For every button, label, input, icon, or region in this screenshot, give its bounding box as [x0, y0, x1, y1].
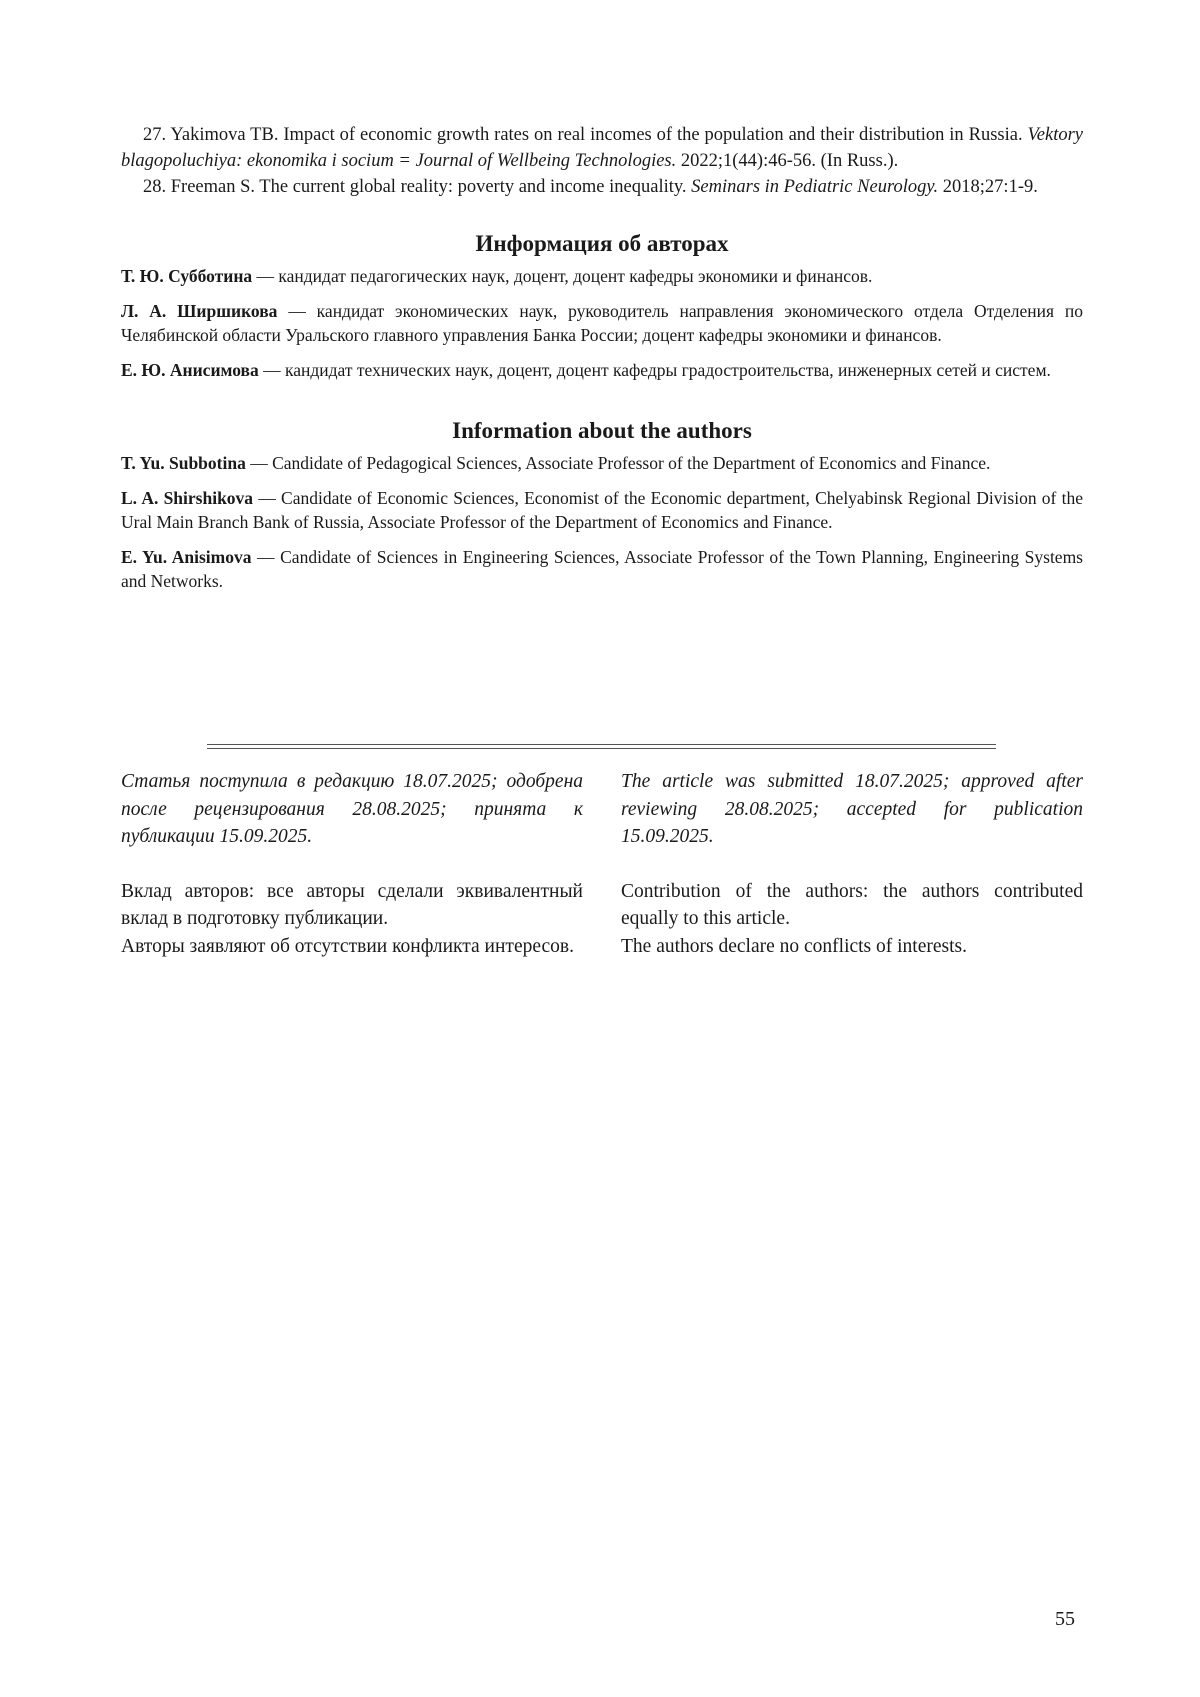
contribution-en: Contribution of the authors: the authors contributed equally to this article. [621, 880, 1083, 929]
reference-27 [121, 122, 1083, 174]
reference-details: 2022;1(44):46-56. (In Russ.). [680, 151, 899, 171]
page-body [121, 122, 1083, 604]
double-divider [207, 744, 996, 749]
author-name: Т. Ю. Субботина [121, 266, 253, 286]
dates-ru: Статья поступила в редакцию 18.07.2025; одобрена после рецензирования 28.08.2025; принята к публикации 15.09.2025. [121, 771, 583, 847]
authors-en-title: Information about the authors [452, 418, 752, 443]
reference-journal: Vektory blagopoluchiya: ekonomika i socium = Journal of Wellbeing Technologies. [121, 125, 1083, 171]
author-desc: — Candidate of Sciences in Engineering Sciences, Associate Professor of the Town Planning, Engineering Systems and Networks. [121, 547, 1083, 591]
page-number: 55 [1055, 1608, 1075, 1630]
author-desc: — кандидат педагогических наук, доцент, доцент кафедры экономики и финансов. [256, 266, 873, 286]
author-desc: — кандидат технических наук, доцент, доцент кафедры градостроительства, инженерных сетей и систем. [263, 360, 1051, 380]
author-name: Е. Ю. Анисимова [121, 360, 259, 380]
author-name: E. Yu. Anisimova [121, 547, 252, 567]
reference-number: 27. [143, 125, 167, 145]
conflicts-en: The authors declare no conflicts of interests. [621, 935, 968, 957]
article-footer [121, 768, 1083, 960]
footer-en [621, 768, 1083, 960]
author-ru-1 [121, 264, 1083, 288]
author-desc: — кандидат экономических наук, руководитель направления экономического отдела Отделения по Челябинской области Уральского главного управления Банка России; доцент кафедры экономики и финансов. [121, 301, 1083, 345]
author-name: T. Yu. Subbotina [121, 453, 246, 473]
conflicts-ru: Авторы заявляют об отсутствии конфликта интересов. [121, 935, 574, 957]
reference-28 [121, 174, 1083, 200]
author-en-3 [121, 545, 1083, 593]
footer-ru [121, 768, 583, 960]
reference-details: 2018;27:1-9. [942, 177, 1038, 197]
reference-text: Yakimova TB. Impact of economic growth rates on real incomes of the population and their distribution in Russia. [170, 125, 1023, 145]
author-en-2 [121, 486, 1083, 534]
reference-text: Freeman S. The current global reality: poverty and income inequality. [170, 177, 687, 197]
authors-ru-title: Информация об авторах [475, 231, 729, 256]
author-name: Л. А. Ширшикова [121, 301, 278, 321]
contribution-ru: Вклад авторов: все авторы сделали эквивалентный вклад в подготовку публикации. [121, 880, 583, 929]
reference-number: 28. [143, 177, 167, 197]
author-ru-2 [121, 299, 1083, 347]
author-desc: — Candidate of Pedagogical Sciences, Associate Professor of the Department of Economics and Finance. [250, 453, 991, 473]
author-en-1 [121, 451, 1083, 475]
author-ru-3 [121, 358, 1083, 382]
reference-journal: Seminars in Pediatric Neurology. [691, 177, 939, 197]
author-desc: — Candidate of Economic Sciences, Economist of the Economic department, Chelyabinsk Regional Division of the Ural Main Branch Bank of Russia, Associate Professor of the Department of Economics and Finance. [121, 488, 1084, 532]
dates-en: The article was submitted 18.07.2025; approved after reviewing 28.08.2025; accepted for publication 15.09.2025. [621, 771, 1083, 847]
author-name: L. A. Shirshikova [121, 488, 254, 508]
